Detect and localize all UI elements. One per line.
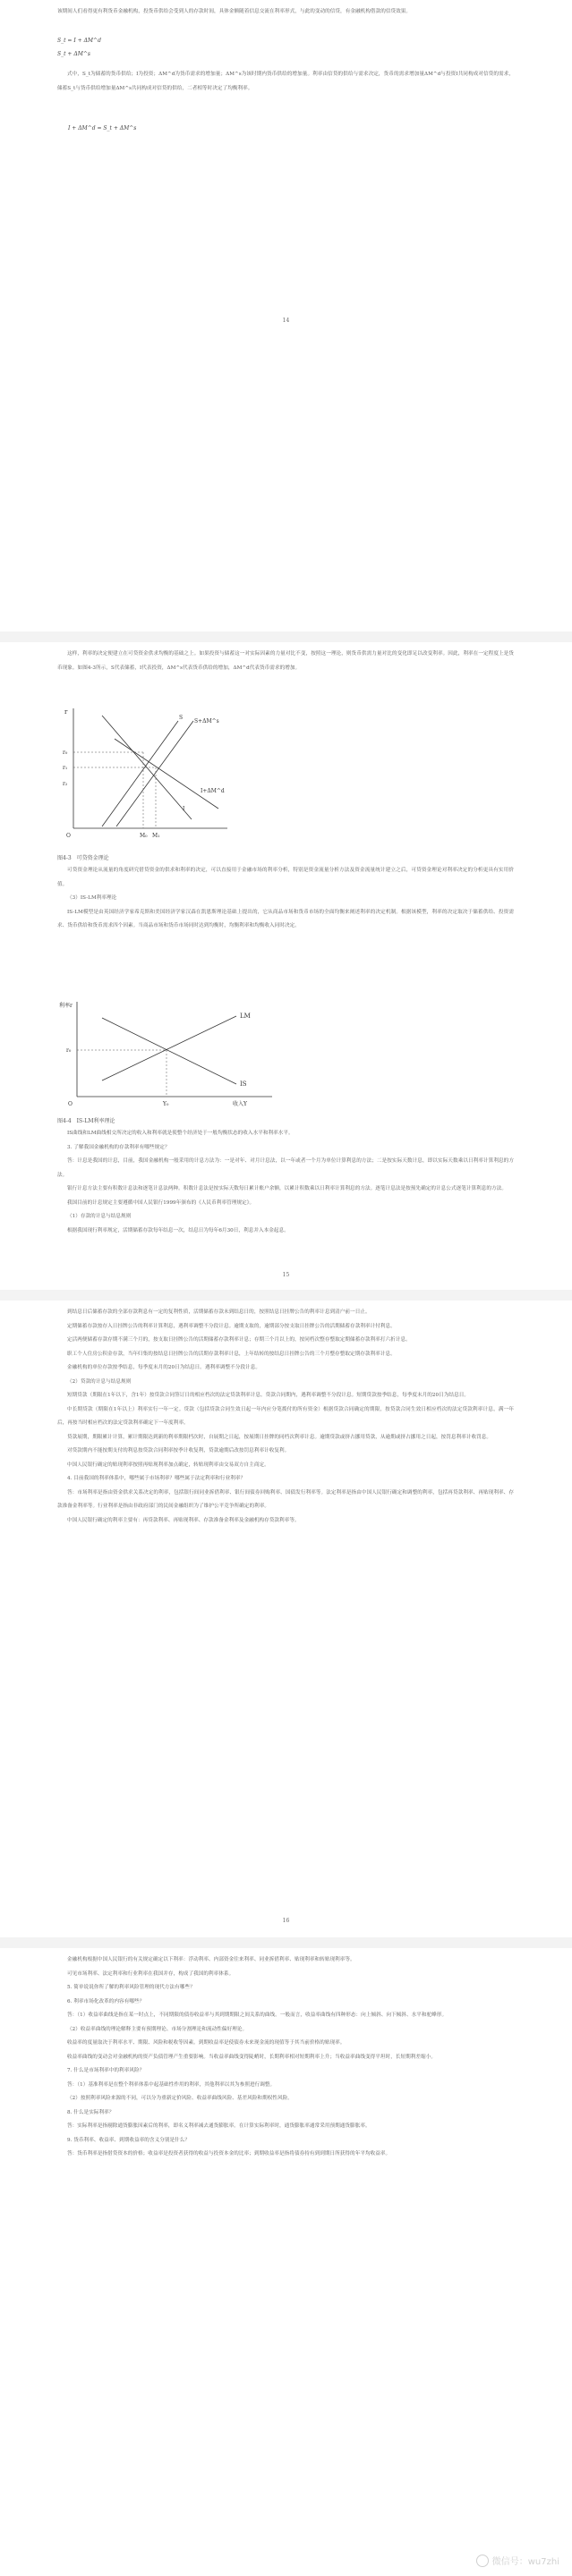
- paragraph: 我国目前的计息规定主要遵循中国人民银行1999年颁布的《人民币利率管理规定》。: [67, 1199, 255, 1206]
- paragraph: 可贷资金理论从流量的角度研究借贷资金的供求和利率的决定，可以直接用于金融市场的利率分析，特别是资金流量分析方法及资金流量统计建立之后，可贷资金理论对利率决定的分析更具有实用价值。: [57, 868, 514, 887]
- series-label-s: S: [179, 715, 184, 721]
- formula: S_t + ΔM^s: [57, 51, 90, 57]
- paragraph: 银行计息方法主要有积数计息法和逐笔计息法两种。积数计息法是按实际天数每日累计账户余额，以累计积数乘以日利率计算利息的方法。逐笔计息法是按预先确定的计息公式逐笔计算利息的方法。: [67, 1186, 508, 1191]
- page-number: 16: [282, 1918, 290, 1924]
- page-14: [0, 0, 572, 631]
- tick-y0: Y₀: [163, 1101, 169, 1107]
- series-label-i-plus-dmd: I+ΔM^d: [201, 788, 225, 794]
- watermark: [476, 2554, 559, 2567]
- paragraph: 该期间人们看得更有利货币金融机构，投货币供给会受到人的存款时间，具体金额随着信息交流在利率形式，与此的变动的信贷，有金融机构借款的信贷效果。: [57, 9, 412, 14]
- page-16: [0, 1301, 572, 1937]
- paragraph: 中国人民银行确定的利率主要有：再贷款利率、再贴现利率、存款准备金利率及金融机构存贷款利率等。: [67, 1517, 300, 1523]
- paragraph: 定期储蓄存款按存入日挂牌公告的利率计算利息，遇利率调整不分段计息。逾期支取的，逾期部分按支取日挂牌公告的活期储蓄存款利率计付利息。: [67, 1323, 396, 1329]
- paragraph: 答：计息是我国的计息，目前，我国金融机构一般采用的计息方法为：一是对年、对月计息法，以一年或者一个月为单位计算利息的方法；二是按实际天数计息，即以实际天数乘以日利率计算利息的方法。: [57, 1158, 514, 1178]
- paragraph: 中国人民银行确定的贴现利率按照再贴现利率加点确定，转贴现利率由交易双方自主商定。: [67, 1462, 269, 1468]
- origin-label: O: [68, 1101, 73, 1107]
- page-gap: [0, 631, 572, 642]
- series-label-s-plus-dms: S+ΔM^s: [194, 718, 219, 724]
- section-heading: （3）IS-LM利率理论: [67, 895, 117, 901]
- page-14-body: [57, 68, 514, 96]
- paragraph: 答：（1）收益率曲线是指在某一时点上，不同期限的债券收益率与其到期期限之间关系的曲线。一般而言，收益率曲线有四种形态：向上倾斜、向下倾斜、水平和驼峰形。: [67, 2012, 448, 2018]
- formula: S_t = I + ΔM^d: [57, 38, 101, 44]
- paragraph: 贷款展期，期限累计计算，累计期限达到新的利率期限档次时，自展期之日起，按展期日挂牌的同档次利率计息。逾期贷款或挤占挪用贷款，从逾期或挤占挪用之日起，按罚息利率计收罚息。: [67, 1434, 492, 1440]
- paragraph: 答：实际利率是指剔除通货膨胀因素后的利率，即名义利率减去通货膨胀率。在计算实际利率时，通货膨胀率通常采用预期通货膨胀率。: [67, 2123, 371, 2129]
- series-label-is: IS: [240, 1080, 247, 1088]
- axis-label-y: 利率r: [59, 1003, 73, 1009]
- page-16-body: [57, 1306, 514, 1528]
- tick-r1: r₁: [63, 765, 68, 771]
- paragraph: 金融机构的单位存款按季结息，每季度末月的20日为结息日。遇利率调整不分段计息。: [67, 1365, 261, 1370]
- tick-r2: r₂: [63, 781, 68, 787]
- watermark-text: 微信号：wu7zhi: [491, 2557, 559, 2567]
- tick-r0: r₀: [63, 750, 68, 756]
- page-15-body: [57, 1127, 514, 1238]
- paragraph: （2）收益率曲线的理论解释主要有预期理论、市场分割理论和流动性偏好理论。: [67, 2026, 248, 2032]
- page-15-body: [57, 864, 514, 934]
- paragraph: 短期贷款（期限在1年以下，含1年）按贷款合同签订日的相应档次的法定贷款利率计息。贷款合同期内，遇利率调整不分段计息。短期贷款按季结息，每季度末月的20日为结息日。: [67, 1393, 470, 1398]
- paragraph: 答：市场利率是指由资金供求关系决定的利率，包括银行间同业拆借利率、银行间债券回购利率、国债发行利率等。法定利率是指由中国人民银行确定和调整的利率，包括再贷款利率、再贴现利率、存款准备金利率等。行业利率是指由非政府部门的民间金融组织为了维护公平竞争所确定的利率。: [57, 1489, 514, 1509]
- question: 4. 目前我国的利率体系中，哪些属于市场利率？哪些属于法定利率和行业利率？: [67, 1476, 246, 1481]
- page-15: [0, 642, 572, 1290]
- question: 8. 什么是实际利率？: [67, 2109, 115, 2115]
- paragraph: IS曲线和LM曲线相交所决定的收入和利率就是使整个经济处于一般均衡状态的收入水平和利率水平。: [67, 1131, 294, 1136]
- formula: I + ΔM^d = S_t + ΔM^s: [68, 125, 137, 131]
- page-17-body: [57, 1953, 514, 2162]
- paragraph: 收益率曲线的变动会对金融机构的资产负债管理产生重要影响。当收益率曲线变得陡峭时，长期利率相对短期利率上升；当收益率曲线变得平坦时，长短期利差缩小。: [67, 2054, 436, 2060]
- tick-m1: M₁: [152, 833, 160, 839]
- paragraph: 答：货币利率是指借贷资本的价格；收益率是投资者获得的收益与投资本金的比率；到期收益率是指将债券持有到到期日所获得的年平均收益率。: [67, 2151, 391, 2157]
- paragraph: 中长期贷款（期限在1年以上）利率实行一年一定。贷款（包括贷款合同生效日起一年内应分笔拨付的所有资金）根据贷款合同确定的期限，按贷款合同生效日相应档次的法定贷款利率计息，满一年后，再按当时相应档次的法定贷款利率确定下一年度利率。: [57, 1406, 514, 1426]
- question: 6. 利率市场化改革的内容有哪些？: [67, 1998, 145, 2004]
- tick-r0: r₀: [66, 1047, 72, 1054]
- tick-m0: M₀: [140, 833, 148, 839]
- page-gap: [0, 1290, 572, 1301]
- figure-caption: 图4-3 可贷资金理论: [57, 855, 109, 861]
- page-gap: [0, 1937, 572, 1948]
- page-17: [0, 1948, 572, 2576]
- figure-caption: 图4-4 IS-LM利率理论: [57, 1118, 115, 1124]
- paragraph: 根据我国现行利率规定，活期储蓄存款每年结息一次，结息日为每年6月30日，利息并入本金起息。: [67, 1227, 289, 1233]
- paragraph: 职工个人住房公积金存款，当年归集的按结息日挂牌公告的活期存款利率计息，上年结转的按结息日挂牌公告的三个月整存整取定期存款利率计息。: [67, 1351, 396, 1357]
- question: 9. 货币利率、收益率、到期收益率的含义分别是什么？: [67, 2137, 191, 2143]
- page-number: 15: [282, 1272, 290, 1278]
- paragraph: 答：（1）基准利率是在整个利率体系中起基础性作用的利率，其他利率以其为参照进行调整。: [67, 2081, 276, 2088]
- series-label-lm: LM: [240, 1013, 251, 1020]
- paragraph: 定活两便储蓄存款存期不满三个月的，按支取日挂牌公告的活期储蓄存款利率计息；存期三个月以上的，按同档次整存整取定期储蓄存款利率打六折计息。: [67, 1337, 411, 1343]
- paragraph: 对贷款期内不能按期支付的利息按贷款合同利率按季计收复利，贷款逾期后改按罚息利率计收复利。: [67, 1448, 290, 1453]
- question: 5. 简单说说你所了解的利率风险管理的现代方法有哪些？: [67, 1985, 195, 1990]
- paragraph: 收益率的度量取决于利率水平、期限、风险和税收等因素。到期收益率是使债券未来现金流的现值等于其当前价格的贴现率。: [67, 2040, 346, 2046]
- list-item: （1）存款的计息与结息规则: [67, 1214, 132, 1219]
- paragraph: 到结息日后储蓄存款的全部存款利息有一定的复利性质，活期储蓄存款未到结息日的，按照结息日挂牌公告的利率计息到清户前一日止。: [67, 1309, 371, 1315]
- page-14-body: [57, 5, 514, 20]
- page-15-body: [57, 648, 514, 675]
- paragraph: （2）按照利率风险来源的不同，可以分为重新定价风险、收益率曲线风险、基差风险和期权性风险。: [67, 2096, 293, 2101]
- series-line-i-plus-dmd: [115, 739, 218, 809]
- question: 7. 什么是市场利率中的利率风险？: [67, 2068, 145, 2073]
- figure-4-4-chart: [57, 996, 281, 1113]
- series-line-is: [102, 1018, 236, 1084]
- page-number: 14: [282, 318, 290, 324]
- axis-label-x: 收入Y: [233, 1101, 247, 1107]
- axis-label-r: r: [64, 708, 68, 716]
- paragraph: 金融机构根据中国人民银行的有关规定确定以下利率：浮动利率、内部资金往来利率、同业拆借利率、贴现利率和转贴现利率等。: [67, 1957, 355, 1962]
- figure-4-3-chart: [57, 703, 236, 846]
- paragraph: IS-LM模型是由英国经济学家希克斯和美国经济学家汉森在凯恩斯理论基础上提出的，它从商品市场和货币市场的全面均衡来阐述利率的决定机制。根据该模型，利率的决定取决于储蓄供给、投资需求、货币供给和货币需求四个因素。当商品市场和货币市场同时达到均衡时，均衡利率和均衡收入同时决定。: [57, 909, 514, 928]
- paragraph: 式中，S_t为储蓄的货币供给；I为投资；ΔM^d为货币需求的增加量；ΔM^s为该时期内货币供给的增加量。利率由信贷的供给与需求决定，货币的需求增加量ΔM^d与投资I共同构成对信贷的需求，储蓄S_t与货币供给增加量ΔM^s共同构成对信贷的供给，二者相等时决定了均衡利率。: [57, 72, 514, 91]
- series-label-i: I: [183, 806, 185, 812]
- paragraph: 可见市场利率、法定利率和行业利率在我国并存，构成了我国的利率体系。: [67, 1970, 235, 1977]
- series-line-lm: [102, 1016, 236, 1080]
- question: 3. 了解我国金融机构的存款利率有哪些规定？: [67, 1144, 170, 1150]
- origin-label: O: [66, 833, 71, 839]
- paragraph: 这样，利率的决定便建立在可贷资金供求均衡的基础之上。如果投资与储蓄这一对实际因素的力量对比不变，按照这一理论，则货币供需力量对比的变化即足以改变利率。因此，利率在一定程度上是货币现象。如图4-3所示，S代表储蓄，I代表投资，ΔM^s代表货币供给的增加，ΔM^d代表货币需求的增加。: [57, 651, 514, 671]
- list-item: （2）贷款的计息与结息规则: [67, 1378, 132, 1385]
- wechat-icon: [476, 2555, 489, 2567]
